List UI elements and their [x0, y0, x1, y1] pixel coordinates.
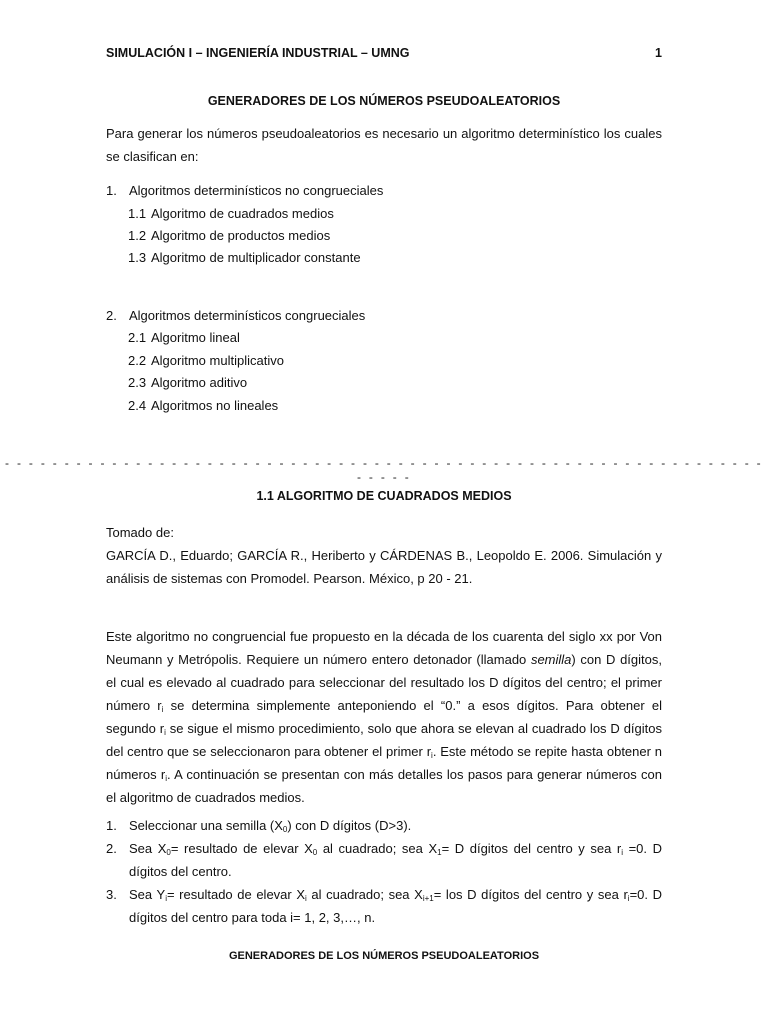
- step-2: [106, 837, 662, 883]
- intro-paragraph: Para generar los números pseudoaleatorios es necesario un algoritmo determinístico los cuales se clasifican en:: [106, 126, 662, 164]
- sub-label: Algoritmos no lineales: [151, 398, 279, 413]
- dashed-separator: - - - - - - - - - - - - - - - - - - - - - - - - - - - - - - - - - - - - - - - - - - - - - - - - - - - - - - - - - - - - - - - - - - - - -: [5, 456, 763, 484]
- sub-item-2-2: [128, 350, 284, 372]
- step-number: 1.: [106, 818, 117, 833]
- sub-label: Algoritmo multiplicativo: [151, 353, 284, 368]
- page-number: 1: [655, 46, 662, 60]
- source-citation: GARCÍA D., Eduardo; GARCÍA R., Heriberto y CÁRDENAS B., Leopoldo E. 2006. Simulación y análisis de sistemas con Promodel. Pearson. México, p 20 - 21.: [106, 548, 662, 586]
- sub-number: 2.1: [128, 330, 147, 345]
- sub-item-2-1: [128, 327, 240, 349]
- sub-label: Algoritmo de productos medios: [151, 228, 331, 243]
- source-label: Tomado de:: [106, 525, 174, 540]
- step-number: 2.: [106, 841, 117, 856]
- body-paragraph: Este algoritmo no congruencial fue propuesto en la década de los cuarenta del siglo xx por Von Neumann y Metrópolis. Requiere un número entero detonador (llamado semilla) con D dígitos, el cual es elevado al cuadrado para seleccionar del resultado los D dígitos del centro; el primer número $r_i$ se determina simplemente anteponiendo el “0.” a esos dígitos. Para obtener el segundo $r_i$ se sigue el mismo procedimiento, solo que ahora se elevan al cuadrado los D dígitos del centro que se seleccionaron para obtener el primer $r_i$. Este método se repite hasta obtener n números $r_i$. A continuación se presentan con más detalles los pasos para generar números con el algoritmo de cuadrados medios.: [106, 629, 663, 805]
- sub-item-2-4: [128, 395, 278, 417]
- sub-number: 2.2: [128, 353, 147, 368]
- list-number: 2.: [106, 308, 117, 323]
- running-header: [106, 46, 662, 60]
- sub-item-1-3: [128, 247, 361, 269]
- list-number: 1.: [106, 183, 117, 198]
- sub-label: Algoritmo lineal: [151, 330, 240, 345]
- running-title: SIMULACIÓN I – INGENIERÍA INDUSTRIAL – UMNG: [106, 46, 410, 60]
- step-text: Sea $Y_i=$ resultado de elevar $X_i$ al cuadrado; sea $X_{i+1}=$ los D dígitos del centro y sea $r_i=0$. D dígitos del centro para toda i= 1, 2, 3,…, n.: [129, 887, 663, 925]
- step-3: [106, 883, 662, 929]
- sub-number: 1.1: [128, 206, 147, 221]
- sub-label: Algoritmo aditivo: [151, 375, 248, 390]
- step-text: Sea $X_0=$ resultado de elevar $X_0$ al cuadrado; sea $X_1= D$ dígitos del centro y sea $r_i =0$. D dígitos del centro.: [129, 841, 662, 879]
- sub-label: Algoritmo de multiplicador constante: [151, 250, 361, 265]
- sub-item-1-1: [128, 203, 334, 225]
- running-footer: GENERADORES DE LOS NÚMEROS PSEUDOALEATORIOS: [228, 950, 540, 962]
- section-title: 1.1 ALGORITMO DE CUADRADOS MEDIOS: [256, 489, 512, 503]
- step-1: [106, 814, 662, 837]
- sub-number: 2.3: [128, 375, 147, 390]
- sub-number: 1.3: [128, 250, 147, 265]
- document-title: GENERADORES DE LOS NÚMEROS PSEUDOALEATORIOS: [207, 94, 561, 108]
- sub-item-1-2: [128, 225, 330, 247]
- list-label: Algoritmos determinísticos congrueciales: [129, 308, 366, 323]
- list-label: Algoritmos determinísticos no congrueciales: [129, 183, 384, 198]
- list-item-2: [106, 305, 365, 327]
- sub-number: 1.2: [128, 228, 147, 243]
- sub-number: 2.4: [128, 398, 147, 413]
- step-text: Seleccionar una semilla $(X_0)$ con D dígitos (D>3).: [129, 818, 412, 834]
- list-item-1: [106, 180, 383, 202]
- sub-label: Algoritmo de cuadrados medios: [151, 206, 334, 221]
- sub-item-2-3: [128, 372, 247, 394]
- step-number: 3.: [106, 887, 117, 902]
